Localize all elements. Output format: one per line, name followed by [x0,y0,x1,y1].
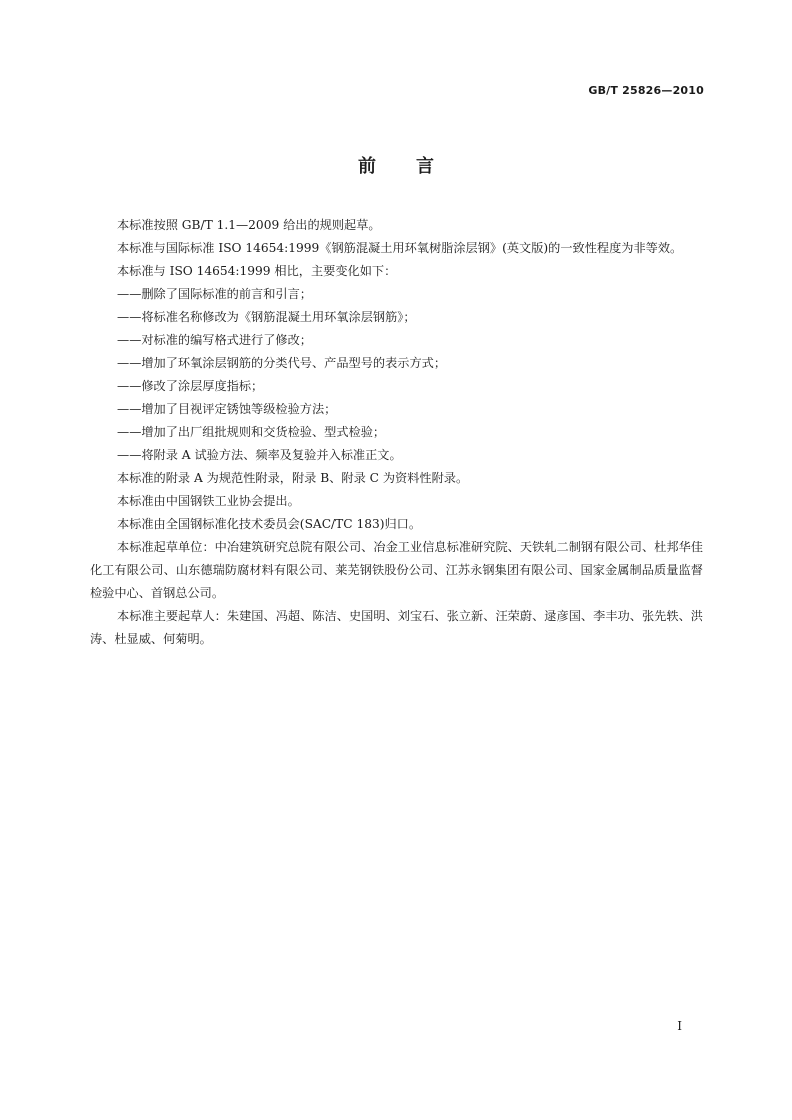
paragraph-annexes: 本标准的附录 A 为规范性附录，附录 B、附录 C 为资料性附录。 [117,471,469,485]
paragraph-proposer: 本标准由中国钢铁工业协会提出。 [117,494,300,508]
change-item: ——将标准名称修改为《钢筋混凝土用环氧涂层钢筋》； [117,310,416,324]
standard-number: GB/T 25826—2010 [588,84,704,97]
change-item: ——修改了涂层厚度指标； [117,379,264,393]
paragraph-committee: 本标准由全国钢标准化技术委员会(SAC/TC 183)归口。 [117,517,422,531]
change-item: ——删除了国际标准的前言和引言； [117,287,312,301]
paragraph-changes-intro: 本标准与 ISO 14654:1999 相比，主要变化如下： [117,264,397,278]
paragraph-drafters: 本标准主要起草人：朱建国、冯超、陈洁、史国明、刘宝石、张立新、汪荣蔚、逯彦国、李丰功、张先轶、洪涛、杜显威、何菊明。 [90,609,703,646]
foreword-body [90,214,703,651]
change-item: ——对标准的编写格式进行了修改； [117,333,312,347]
paragraph-consistency: 本标准与国际标准 ISO 14654:1999《钢筋混凝土用环氧树脂涂层钢》(英文版)的一致性程度为非等效。 [117,241,683,255]
paragraph-drafting-rules: 本标准按照 GB/T 1.1—2009 给出的规则起草。 [117,218,381,232]
change-item: ——增加了目视评定锈蚀等级检验方法； [117,402,337,416]
change-item: ——增加了出厂组批规则和交货检验、型式检验； [117,425,386,439]
page-number: I [677,1019,682,1033]
change-item: ——将附录 A 试验方法、频率及复验并入标准正文。 [117,448,402,462]
change-item: ——增加了环氧涂层钢筋的分类代号、产品型号的表示方式； [117,356,447,370]
page-title: 前言 [358,156,474,177]
paragraph-drafting-units: 本标准起草单位：中冶建筑研究总院有限公司、冶金工业信息标准研究院、天铁轧二制钢有限公司、杜邦华佳化工有限公司、山东德瑞防腐材料有限公司、莱芜钢铁股份公司、江苏永钢集团有限公司、国家金属制品质量监督检验中心、首钢总公司。 [90,540,703,600]
